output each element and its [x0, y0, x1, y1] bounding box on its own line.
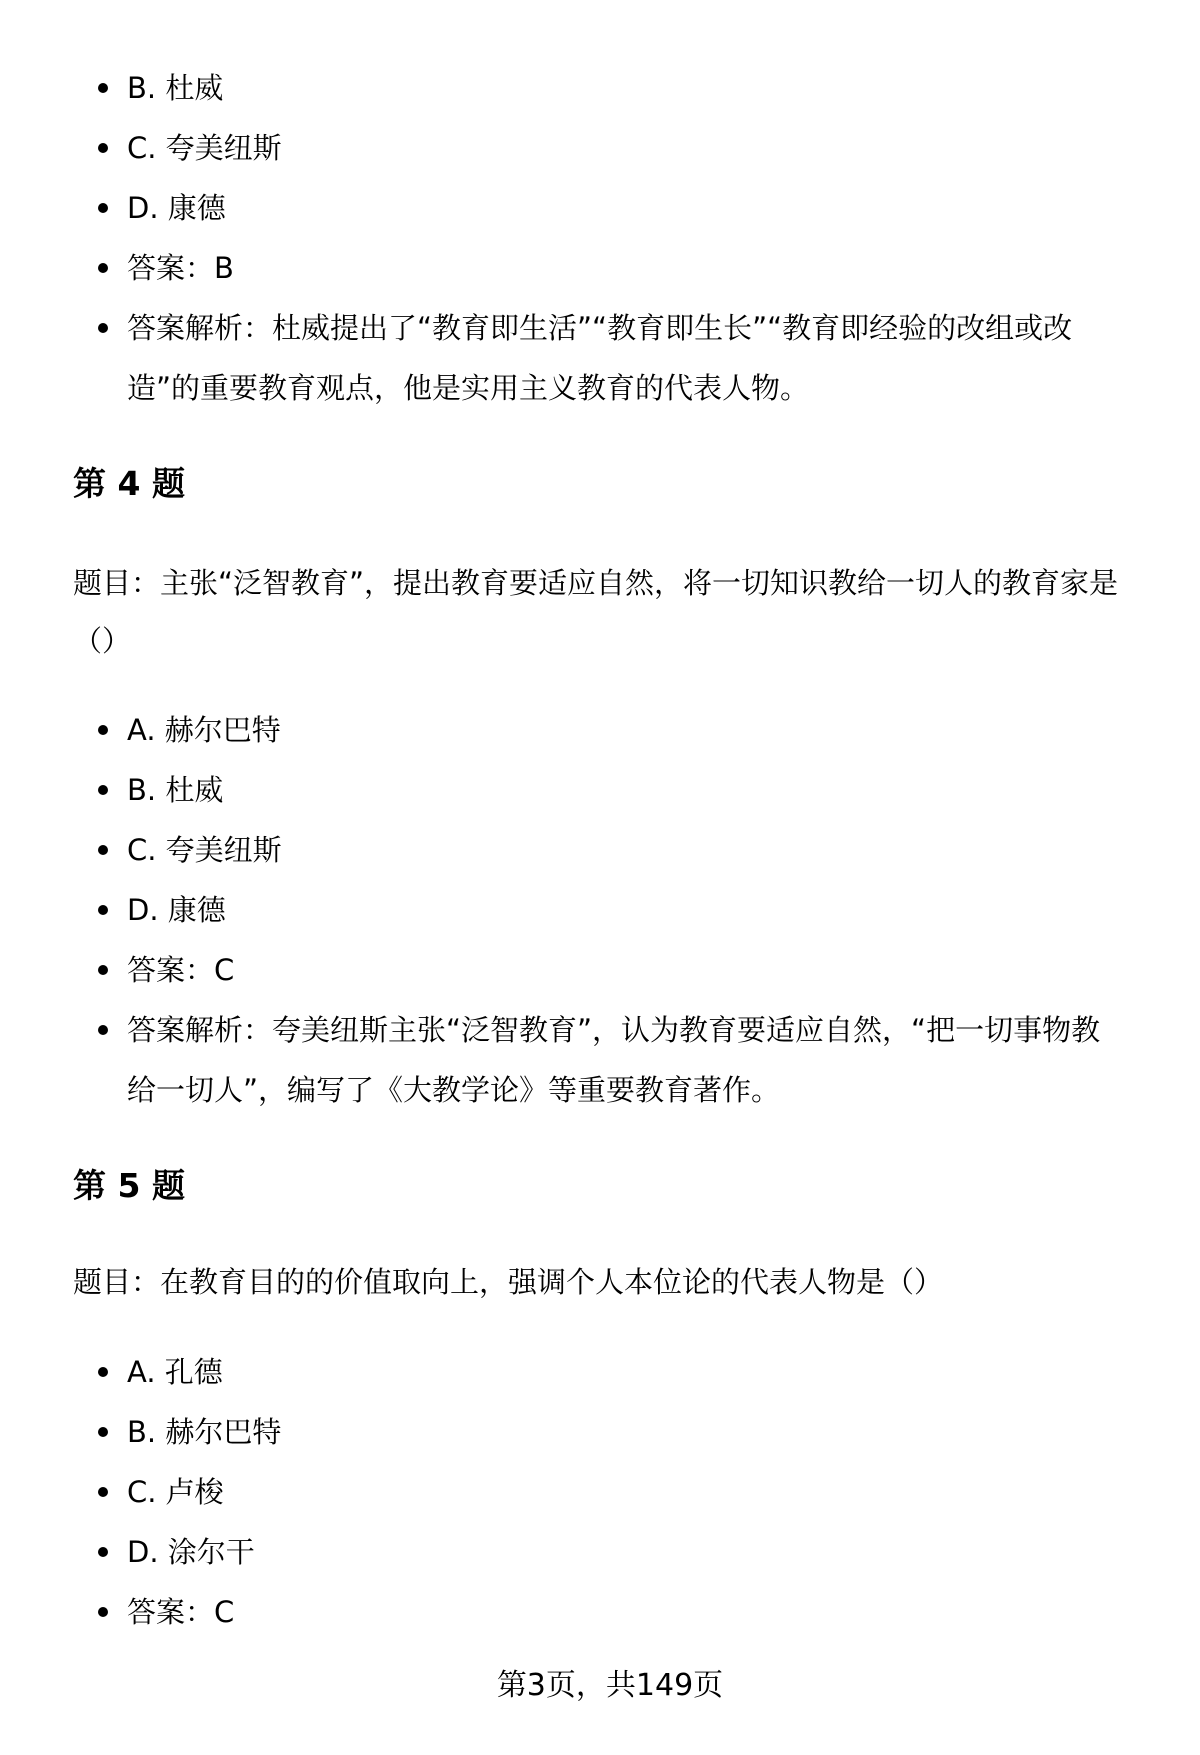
bullet-icon	[98, 263, 108, 273]
question-5-stem: 题目：在教育目的的价值取向上，强调个人本位论的代表人物是（）	[73, 1265, 944, 1299]
bullet-icon	[98, 1427, 108, 1437]
option-b-text: B. 杜威	[127, 773, 224, 807]
option-c-text: C. 夸美纽斯	[127, 131, 282, 165]
option-d-text: D. 康德	[127, 893, 226, 927]
list-item	[73, 178, 1127, 238]
answer-text: 答案：C	[127, 1595, 235, 1629]
bullet-icon	[98, 1025, 108, 1035]
list-item	[73, 118, 1127, 178]
answer-text: 答案：C	[127, 953, 235, 987]
list-item	[73, 58, 1127, 118]
answer-text: 答案：B	[127, 251, 234, 285]
bullet-icon	[98, 845, 108, 855]
analysis-text: 答案解析：夸美纽斯主张“泛智教育”，认为教育要适应自然，“把一切事物教给一切人”，编写了《大教学论》等重要教育著作。	[127, 1013, 1101, 1107]
bullet-icon	[98, 785, 108, 795]
option-d-text: D. 涂尔干	[127, 1535, 255, 1569]
bullet-icon	[98, 905, 108, 915]
question-5-heading: 第 5 题	[73, 1166, 185, 1205]
option-b-text: B. 赫尔巴特	[127, 1415, 282, 1449]
list-item	[73, 820, 1127, 880]
question-4-stem: 题目：主张“泛智教育”，提出教育要适应自然，将一切知识教给一切人的教育家是（）	[73, 566, 1119, 658]
list-item	[73, 1342, 1127, 1402]
list-item	[73, 238, 1127, 298]
list-item	[73, 1522, 1127, 1582]
list-item	[73, 1582, 1127, 1642]
analysis-text: 答案解析：杜威提出了“教育即生活”“教育即生长”“教育即经验的改组或改造”的重要教育观点，他是实用主义教育的代表人物。	[127, 311, 1073, 405]
bullet-icon	[98, 725, 108, 735]
bullet-icon	[98, 323, 108, 333]
option-d-text: D. 康德	[127, 191, 226, 225]
page-content	[73, 58, 1133, 1642]
option-a-text: A. 孔德	[127, 1355, 223, 1389]
bullet-icon	[98, 203, 108, 213]
bullet-icon	[98, 1547, 108, 1557]
option-a-text: A. 赫尔巴特	[127, 713, 281, 747]
list-item	[73, 1000, 1127, 1120]
question-4-heading: 第 4 题	[73, 464, 185, 503]
option-b-text: B. 杜威	[127, 71, 224, 105]
list-item	[73, 298, 1127, 418]
bullet-icon	[98, 143, 108, 153]
option-c-text: C. 夸美纽斯	[127, 833, 282, 867]
bullet-icon	[98, 1487, 108, 1497]
question-4-option-list	[73, 700, 1127, 1120]
bullet-icon	[98, 1607, 108, 1617]
option-c-text: C. 卢梭	[127, 1475, 224, 1509]
page-footer	[0, 1666, 1200, 1706]
list-item	[73, 1462, 1127, 1522]
list-item	[73, 1402, 1127, 1462]
list-item	[73, 940, 1127, 1000]
list-item	[73, 700, 1127, 760]
question-5-option-list	[73, 1342, 1127, 1642]
question-3-option-list	[73, 58, 1127, 418]
bullet-icon	[98, 83, 108, 93]
bullet-icon	[98, 965, 108, 975]
list-item	[73, 760, 1127, 820]
bullet-icon	[98, 1367, 108, 1377]
list-item	[73, 880, 1127, 940]
page-indicator: 第3页，共149页	[496, 1668, 724, 1703]
